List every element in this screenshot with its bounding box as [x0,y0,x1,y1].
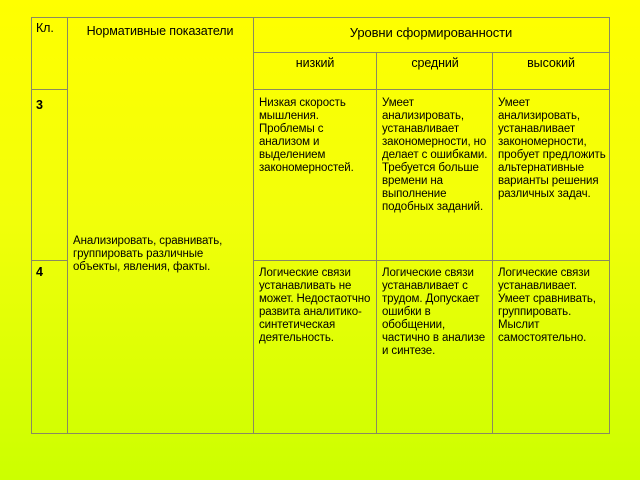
indicator-text: Анализировать, сравнивать, группировать различные объекты, явления, факты. [73,235,223,273]
header-level-high: высокий [527,56,575,70]
row4-high: Логические связи устанавливает. Умеет сравнивать, группировать. Мыслит самостоятельно. [498,267,596,344]
col-line-low [376,52,377,433]
row-line-header-levels [253,89,609,90]
header-class: Кл. [36,21,54,35]
header-levels: Уровни сформированности [349,25,513,40]
outer-bottom [31,433,610,434]
outer-top [31,17,610,18]
row3-high: Умеет анализировать, устанавливает закономерности, пробует предложить альтернативные варианты решения различных задач. [498,97,606,200]
row-line-header [31,89,68,90]
header-level-medium: средний [411,56,459,70]
row4-medium: Логические связи устанавливает с трудом. Допускает ошибки в обобщении, частично в анализе и синтезе. [382,267,486,357]
row4-low: Логические связи устанавливать не может. Недостаотчно развита аналитико-синтетическая деятельность. [259,267,371,344]
row-line-4-class [31,260,68,261]
outer-right [609,17,610,434]
header-level-low: низкий [295,56,335,70]
outer-left [31,17,32,434]
col-line-class [67,17,68,433]
row-line-levels [253,52,609,53]
col-line-indicators [253,17,254,433]
row-line-4-levels [253,260,609,261]
class-4: 4 [36,265,43,279]
col-line-medium [492,52,493,433]
row3-low: Низкая скорость мышления. Проблемы с анализом и выделением закономерностей. [259,97,354,174]
class-3: 3 [36,98,43,112]
header-indicators: Нормативные показатели [86,24,234,38]
row3-medium: Умеет анализировать, устанавливает закономерности, но делает с ошибками. Требуется больше времени на выполнение подобных заданий. [382,97,488,213]
